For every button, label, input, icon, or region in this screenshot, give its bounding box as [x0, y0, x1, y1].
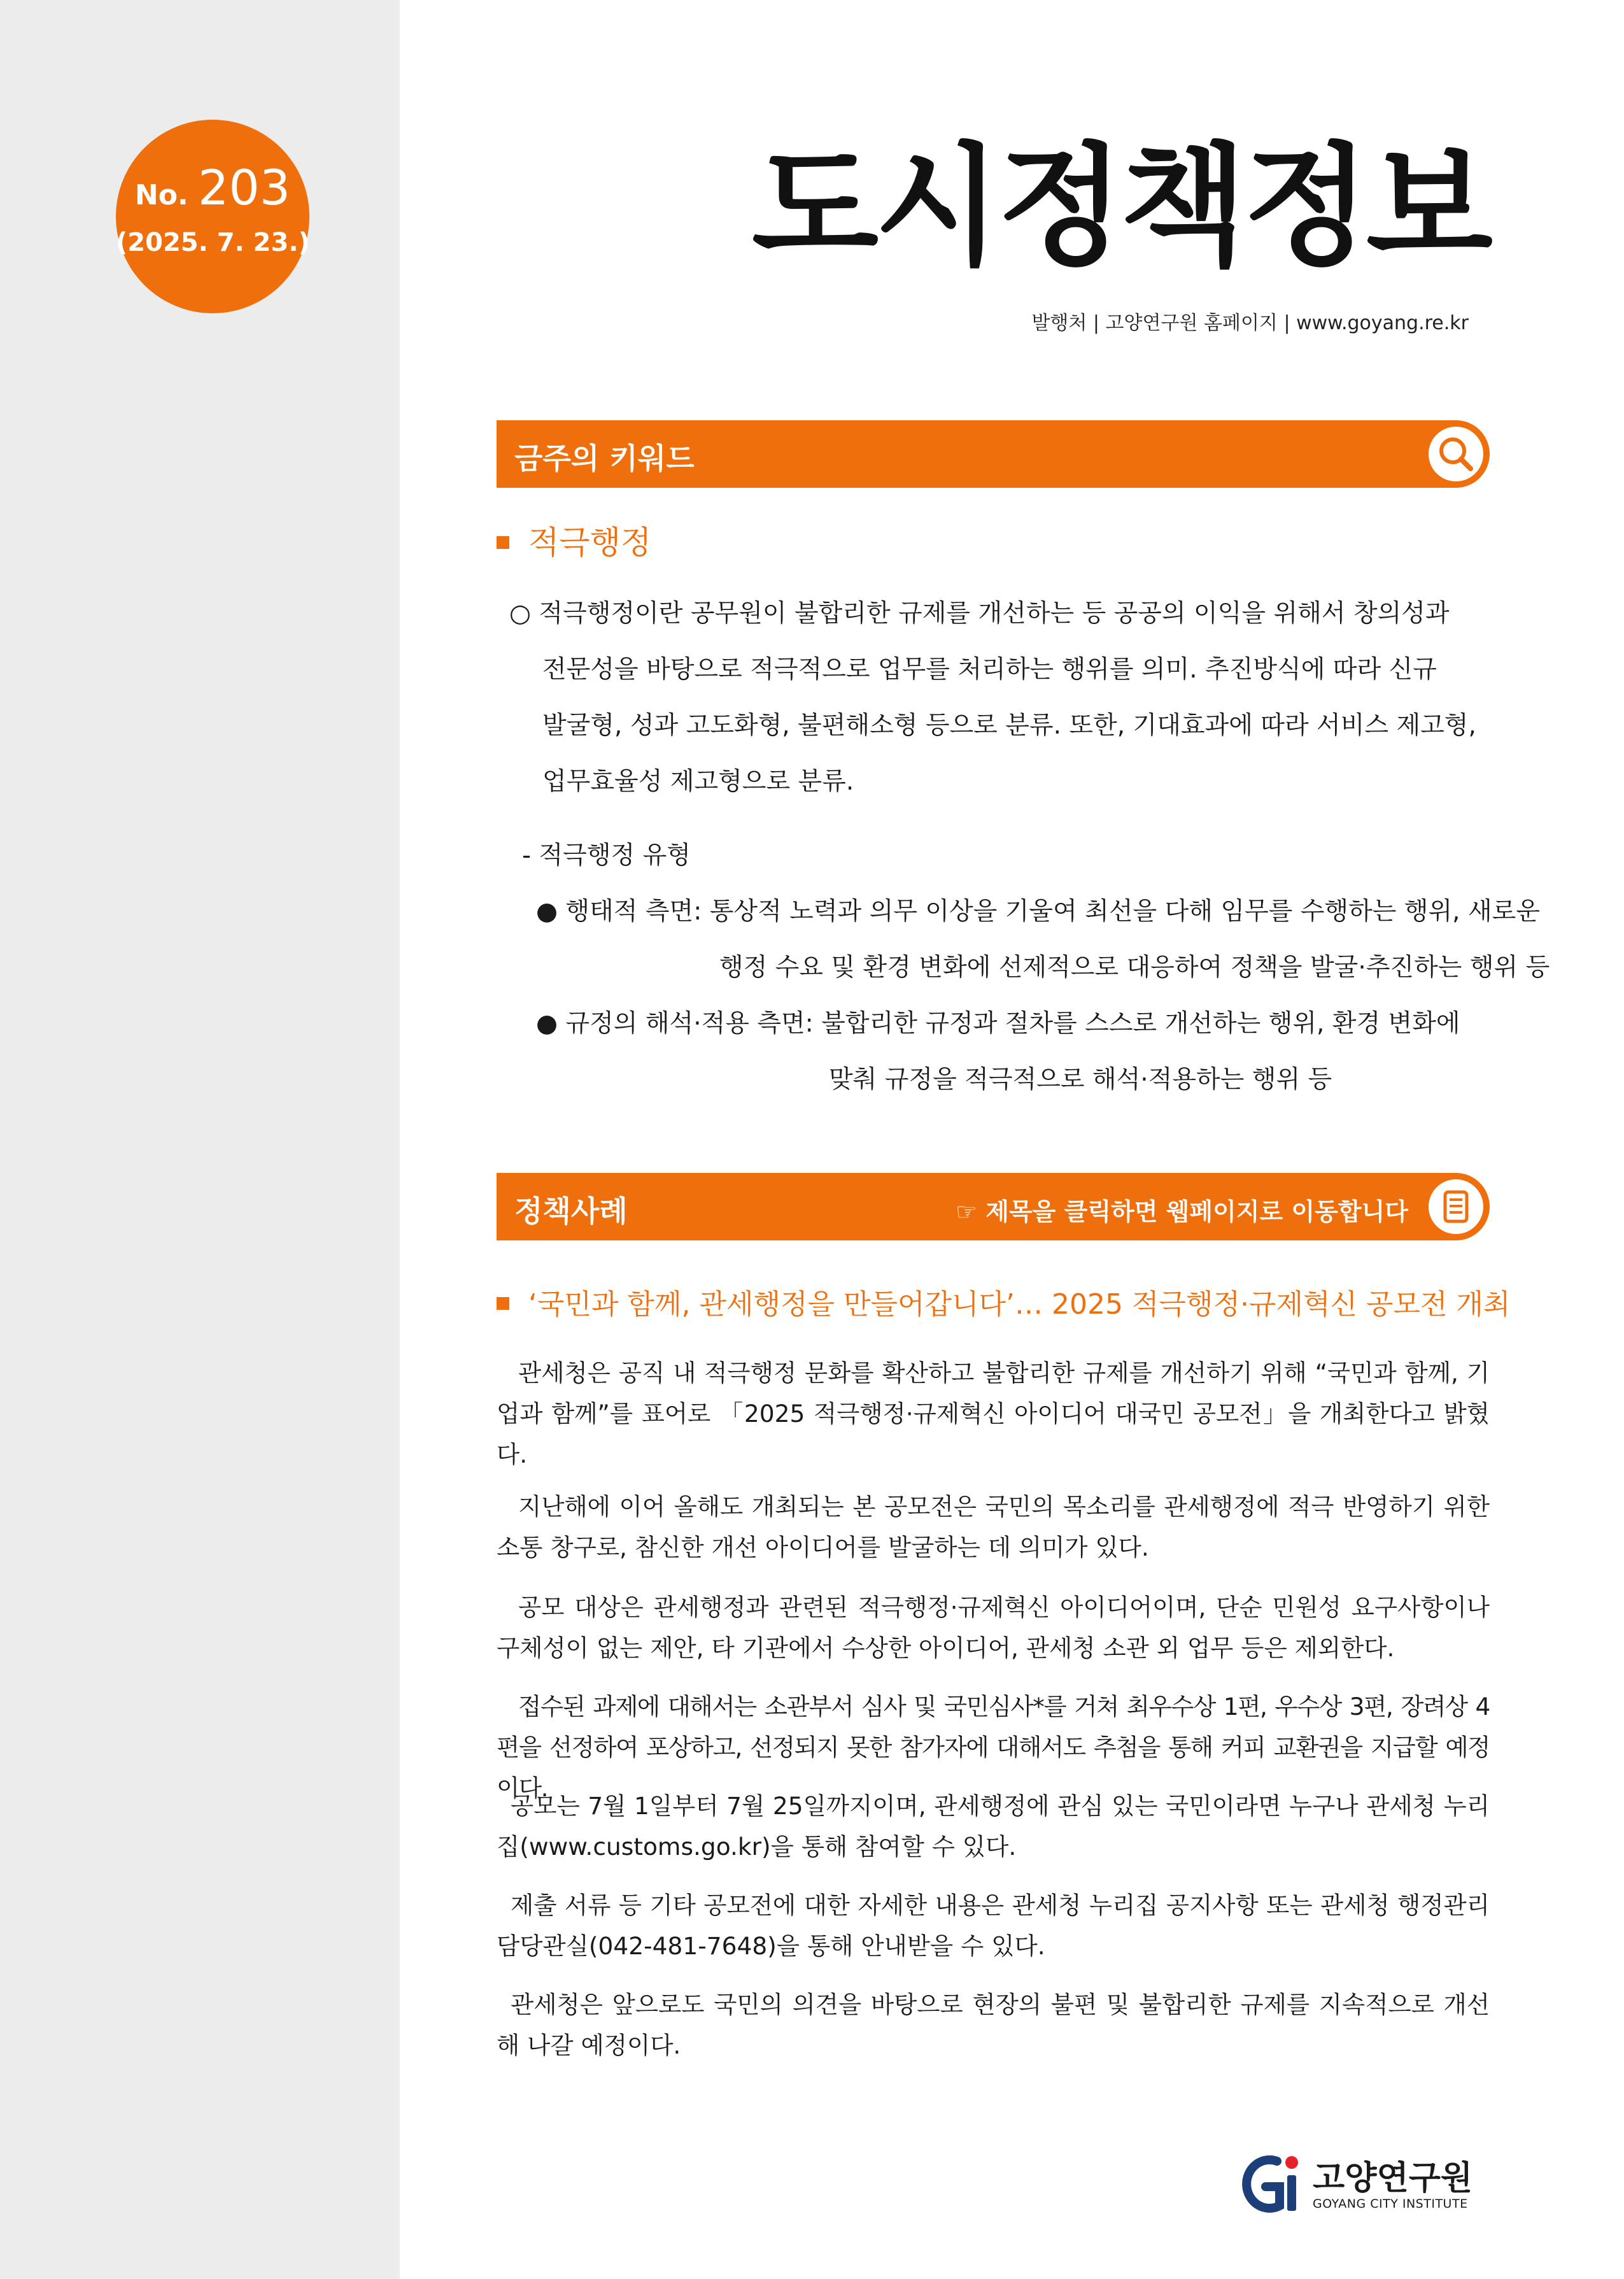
logo-mark-icon — [1238, 2147, 1304, 2224]
keyword-heading — [497, 517, 651, 563]
issue-number-value: 203 — [198, 159, 291, 216]
case-heading[interactable] — [497, 1281, 1510, 1322]
type-item-line: ● 규정의 해석·적용 측면: 불합리한 규정과 절차를 스스로 개선하는 행위, 환경 변화에 — [536, 1009, 1460, 1038]
case-link-note: ☞ 제목을 클릭하면 웹페이지로 이동합니다 — [955, 1198, 1408, 1226]
definition-line: 발굴형, 성과 고도화형, 불편해소형 등으로 분류. 또한, 기대효과에 따라 서비스 제고형, — [542, 711, 1476, 740]
definition-line: ○ 적극행정이란 공무원이 불합리한 규제를 개선하는 등 공공의 이익을 위해서 창의성과 — [509, 599, 1450, 628]
document-icon[interactable] — [1429, 1179, 1483, 1234]
issue-date: (2025. 7. 23.) — [116, 228, 310, 257]
keyword-section-bar — [497, 420, 1490, 488]
search-icon — [1429, 427, 1483, 481]
type-item-line: ● 행태적 측면: 통상적 노력과 의무 이상을 기울여 최선을 다해 임무를 수행하는 행위, 새로운 — [536, 897, 1540, 926]
case-section-label: 정책사례 — [514, 1194, 628, 1228]
case-paragraph: 관세청은 공직 내 적극행정 문화를 확산하고 불합리한 규제를 개선하기 위해 “국민과 함께, 기업과 함께”를 표어로 「2025 적극행정·규제혁신 아이디어 대국민 공모전」을 개최한다고 밝혔다. — [497, 1359, 1490, 1468]
type-item-line: 맞춰 규정을 적극적으로 해석·적용하는 행위 등 — [829, 1065, 1332, 1094]
case-paragraph: 제출 서류 등 기타 공모전에 대한 자세한 내용은 관세청 누리집 공지사항 또는 관세청 행정관리담당관실(042-481-7648)을 통해 안내받을 수 있다. — [497, 1891, 1490, 1960]
definition-line: 업무효율성 제고형으로 분류. — [542, 767, 854, 796]
case-paragraph: 관세청은 앞으로도 국민의 의견을 바탕으로 현장의 불편 및 불합리한 규제를 지속적으로 개선해 나갈 예정이다. — [497, 1991, 1490, 2059]
keyword-section-label: 금주의 키워드 — [514, 441, 695, 476]
case-paragraph: 공모는 7월 1일부터 7월 25일까지이며, 관세행정에 관심 있는 국민이라면 누구나 관세청 누리집(www.customs.go.kr)을 통해 참여할 수 있다. — [497, 1792, 1490, 1861]
case-paragraph: 공모 대상은 관세행정과 관련된 적극행정·규제혁신 아이디어이며, 단순 민원성 요구사항이나 구체성이 없는 제안, 타 기관에서 수상한 아이디어, 관세청 소관 외 업무 등은 제외한다. — [497, 1593, 1490, 1662]
case-section-bar — [497, 1173, 1490, 1240]
types-heading: - 적극행정 유형 — [522, 841, 691, 870]
issue-number-label: No. — [134, 179, 188, 211]
issue-number — [116, 159, 309, 216]
issue-badge — [116, 120, 309, 313]
keyword-heading-text: 적극행정 — [528, 524, 652, 561]
case-heading-link[interactable]: ‘국민과 함께, 관세행정을 만들어갑니다’… 2025 적극행정·규제혁신 공모전 개최 — [528, 1288, 1511, 1321]
left-sidebar — [0, 0, 400, 2279]
logo-name-ko: 고양연구원 — [1313, 2159, 1473, 2197]
type-item-line: 행정 수요 및 환경 변화에 선제적으로 대응하여 정책을 발굴·추진하는 행위 등 — [719, 953, 1550, 982]
bullet-square-icon — [497, 536, 509, 549]
logo-name-en: GOYANG CITY INSTITUTE — [1313, 2197, 1468, 2211]
definition-line: 전문성을 바탕으로 적극적으로 업무를 처리하는 행위를 의미. 추진방식에 따라 신규 — [542, 655, 1437, 684]
bullet-square-icon — [497, 1297, 509, 1310]
case-paragraph: 접수된 과제에 대해서는 소관부서 심사 및 국민심사*를 거쳐 최우수상 1편, 우수상 3편, 장려상 4편을 선정하여 포상하고, 선정되지 못한 참가자에 대해서도 추첨을 통해 커피 교환권을 지급할 예정이다. — [497, 1693, 1490, 1802]
page-title: 도시정책정보 — [752, 131, 1489, 283]
publisher-info: 발행처 | 고양연구원 홈페이지 | www.goyang.re.kr — [1031, 312, 1469, 334]
case-paragraph: 지난해에 이어 올해도 개최되는 본 공모전은 국민의 목소리를 관세행정에 적극 반영하기 위한 소통 창구로, 참신한 개선 아이디어를 발굴하는 데 의미가 있다. — [497, 1493, 1490, 1561]
